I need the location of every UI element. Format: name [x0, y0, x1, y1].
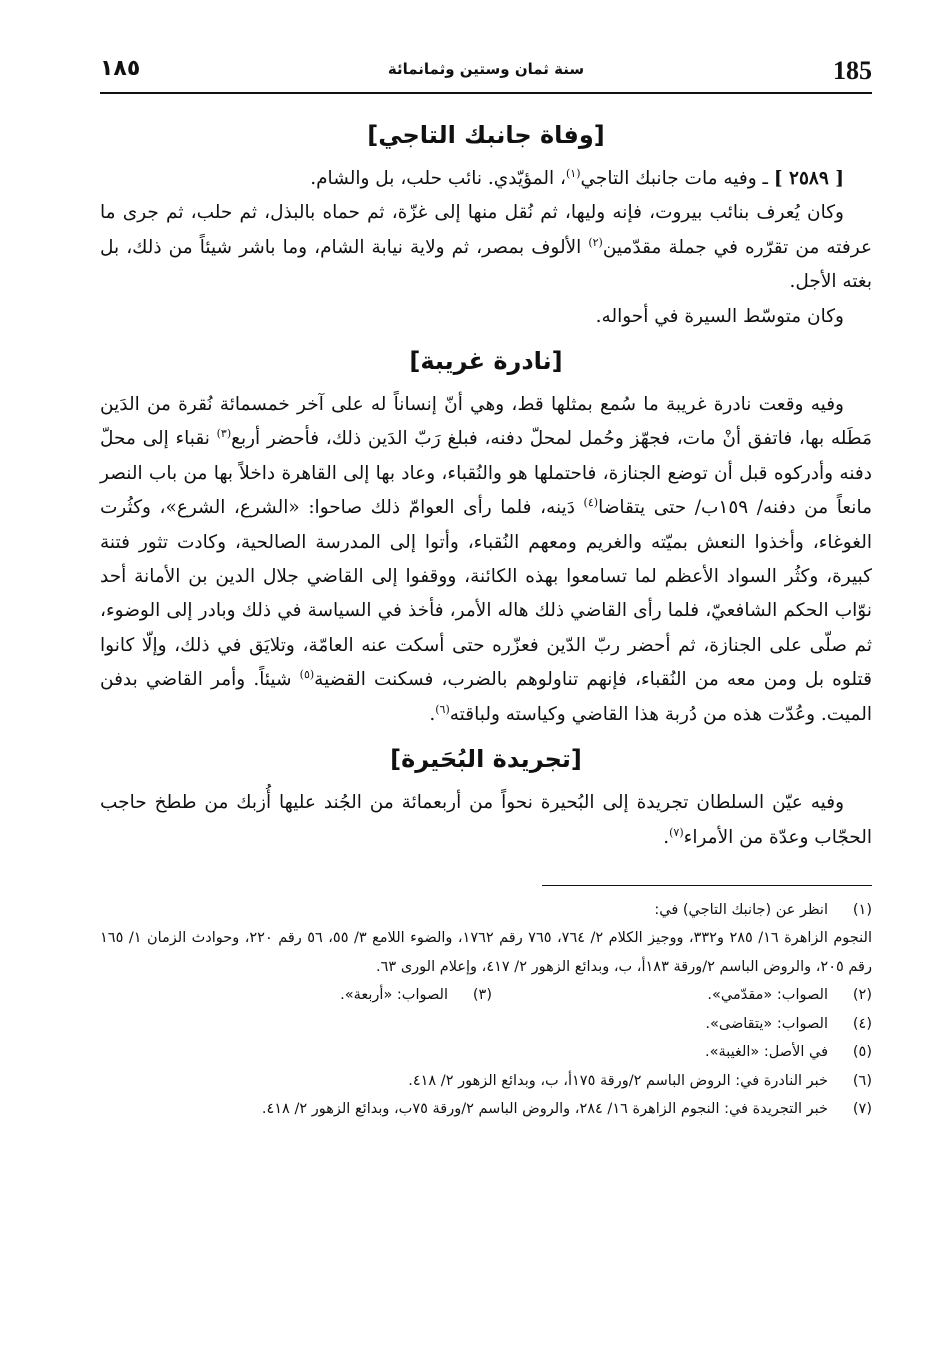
paragraph: [100, 300, 872, 334]
footnote-number: (٣): [472, 987, 492, 1004]
footnote-text: خبر التجريدة في: النجوم الزاهرة ١٦/ ٢٨٤، والروض الباسم ٢/ورقة ٧٥ب، وبدائع الزهور ٢/ ٤١٨.: [261, 1101, 828, 1118]
text-run: وكان متوسّط السيرة في أحواله.: [595, 305, 844, 327]
footnote-number: (١): [852, 901, 872, 918]
text-run: .: [429, 703, 436, 725]
paragraph: [100, 196, 872, 299]
footnote-ref[interactable]: (٢): [588, 235, 603, 249]
text-run: ، المؤيّدي. نائب حلب، بل والشام.: [310, 168, 566, 189]
text-run: دَينه، فلما رأى العوامّ ذلك صاحوا: «الشرع، الشرع»، وكثُرت الغوغاء، وأخذوا النعش بميّته والغريم ومعهم النُقباء، وأتوا إلى المدرسة الصالحية، وكادت تثور فتنة كبيرة، وكثُر السواد الأعظم لما تسامعوا بهذه الكائنة، ووقفوا إلى القاضي جلال الدين بن الأمانة أحد نوّاب الحكم الشافعيّ، فلما رأى القاضي ذلك هاله الأمر، فأخذ في السياسة في ذلك وبادر إلى الوضوء، ثم صلّى على الجنازة، ثم أحضر ربّ الدّين فعزّره حتى أسكت عنه العامّة، وتلايَق في ذلك، وإلّا كانوا قتلوه بل ومن معه من النُقباء، فإنهم تناولوهم بالضرب، فسكنت القضية: [100, 497, 872, 691]
footnote-text: انظر عن (جانبك التاجي) في:: [654, 901, 828, 918]
footnote-text: الصواب: «مقدّمي».: [707, 987, 828, 1004]
footnote-ref[interactable]: (٦): [435, 702, 450, 716]
footnote-number: (٢): [852, 987, 872, 1004]
text-run: وكان يُعرف بنائب بيروت، فإنه وليها، ثم نُقل منها إلى غزّة، ثم حماه بالبذل، ثم حلب، ثم جرى ما عرفته من تقرّره في جملة مقدّمين: [100, 202, 872, 258]
page: [100, 52, 872, 1124]
footnote-continuation: النجوم الزاهرة ١٦/ ٢٨٥ و٣٣٢، ووجيز الكلام ٢/ ٧٦٤، ٧٦٥ رقم ١٧٦٢، والضوء اللامع ٣/ ٥٥، ٥٦ رقم ٢٢٠، وحوادث الزمان ١/ ١٦٥ رقم ٢٠٥، والروض الباسم ٢/ورقة ١٨٣أ، ب، وبدائع الزهور ٢/ ٤١٧، وإعلام الورى ٦٣.: [100, 930, 872, 975]
footnote-ref[interactable]: (٧): [669, 825, 684, 839]
footnote-separator: [542, 885, 872, 886]
section-title: [تجريدة البُحَيرة]: [390, 745, 582, 774]
footnote-number: (٥): [852, 1044, 872, 1061]
paragraph: [100, 388, 872, 732]
running-header: [100, 52, 872, 94]
footnote-pair: [100, 981, 872, 1010]
paragraph: [100, 162, 872, 196]
entry-number: [ ٢٥٨٩ ]: [773, 168, 844, 189]
text-run: وفيه عيّن السلطان تجريدة إلى البُحيرة نحواً من أربعمائة من الجُند عليها أُزبك من ططخ حاجب الحجّاب وعدّة من الأمراء: [100, 792, 872, 848]
footnote: [100, 1038, 872, 1067]
footnote-text: الصواب: «يتقاضى».: [705, 1015, 828, 1032]
footnote-text: في الأصل: «الغيبة».: [704, 1044, 828, 1061]
main-text: [100, 116, 872, 855]
text-run: .: [663, 826, 670, 848]
footnote: [100, 1067, 872, 1096]
text-run: نقباء إلى محلّ دفنه وأدركوه قبل أن توضع الجنازة، فاحتملها هو والنُقباء، وعاد بها إلى القاهرة داخلاً بها من باب النصر مانعاً من دفنه/ ١٥٩ب/ حتى يتقاضا: [100, 428, 873, 519]
footnotes: [100, 896, 872, 1124]
section-title: [وفاة جانبك التاجي]: [367, 121, 605, 149]
footnote-ref[interactable]: (٣): [216, 427, 232, 441]
running-title: سنة ثمان وستين وثمانمائة: [387, 60, 585, 78]
footnote-number: (٦): [852, 1072, 872, 1089]
section-title: [نادرة غريبة]: [409, 347, 563, 376]
footnote: [112, 981, 492, 1010]
footnote-text: خبر النادرة في: الروض الباسم ٢/ورقة ١٧٥أ، ب، وبدائع الزهور ٢/ ٤١٨.: [408, 1072, 828, 1089]
text-run: ـ وفيه مات جانبك التاجي: [580, 168, 768, 189]
footnote-text: الصواب: «أربعة».: [340, 987, 448, 1004]
footnote-number: (٤): [852, 1015, 872, 1032]
text-run: الألوف بمصر، ثم ولاية نيابة الشام، وما باشر شيئاً من ذلك، بل بغته الأجل.: [100, 236, 872, 293]
footnote-number: (٧): [852, 1101, 872, 1118]
footnote-ref[interactable]: (١): [566, 166, 581, 180]
page-number-arabic: ١٨٥: [100, 56, 141, 81]
text-run: وفيه وقعت نادرة غريبة ما سُمع بمثلها قط، وهي أنّ إنساناً له على آخر خمسمائة نُقرة من الدَين مَطَله بها، فاتفق أنْ مات، فجهّز وحُمل لمحلّ دفنه، فبلغ رَبّ الدَين ذلك، فأحضر أربع: [100, 394, 872, 450]
footnote: [492, 981, 872, 1010]
page-number-latin: 185: [833, 56, 872, 85]
footnote: [100, 1095, 872, 1124]
paragraph: [100, 786, 872, 855]
footnote: [100, 896, 872, 925]
text-run: شيئاً. وأمر القاضي بدفن الميت. وعُدّت هذه من دُربة هذا القاضي وكياسته ولباقته: [100, 669, 872, 725]
footnote-ref[interactable]: (٥): [299, 668, 315, 682]
footnote-ref[interactable]: (٤): [583, 496, 599, 510]
footnote: [100, 1010, 872, 1039]
